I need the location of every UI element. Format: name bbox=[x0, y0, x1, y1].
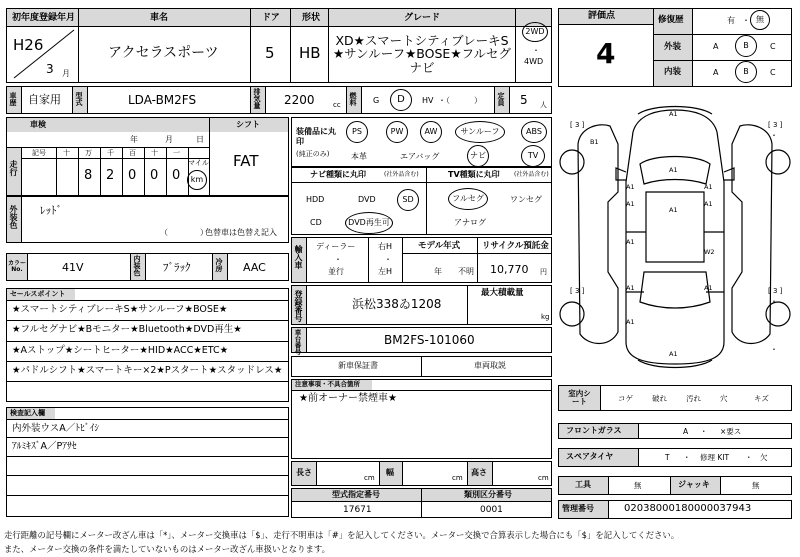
jack-value: 無 bbox=[752, 481, 760, 490]
mileage-symbol-label: 記号 bbox=[32, 149, 46, 157]
damage-mark: A1 bbox=[669, 110, 678, 118]
recycle-label: リサイクル預託金 bbox=[482, 241, 549, 251]
remarks-value: ★前オーナー禁煙車★ bbox=[299, 393, 397, 404]
max-load-kg: kg bbox=[541, 313, 550, 321]
import-left-h: 左H bbox=[378, 267, 393, 276]
navi-types-note: (社外品含む) bbox=[384, 171, 419, 178]
damage-mark: A1 bbox=[704, 200, 713, 208]
navi-cd: CD bbox=[310, 218, 322, 227]
tv-oneseg: ワンセグ bbox=[510, 195, 542, 204]
exterior-color-paren: （ ） bbox=[160, 228, 208, 237]
equip-pw: PW bbox=[386, 121, 408, 143]
exterior-color-label: 外装色 bbox=[9, 205, 18, 229]
windshield-a: A bbox=[683, 427, 689, 436]
sales-points-label: セールスポイント bbox=[10, 290, 66, 298]
import-dot: ・ bbox=[334, 255, 342, 264]
type-spec-value: 17671 bbox=[343, 505, 372, 515]
damage-mark: W2 bbox=[704, 248, 715, 256]
repair-yes: 有 bbox=[727, 16, 735, 25]
equip-navi: ナビ bbox=[467, 145, 489, 167]
damage-mark: A1 bbox=[626, 183, 635, 191]
interior-grade-label: 内装 bbox=[664, 67, 682, 77]
equip-leather: 本革 bbox=[351, 152, 367, 161]
interior-grade-a: A bbox=[713, 68, 719, 77]
management-value: 02038000180000037943 bbox=[624, 503, 752, 514]
shape-value: HB bbox=[299, 44, 321, 62]
mileage-digit: 0 bbox=[172, 168, 181, 183]
mileage-unit-label: 万 bbox=[85, 149, 92, 157]
diagram-bracket: [ 3 ] bbox=[570, 121, 585, 129]
car-outline-icon bbox=[558, 92, 792, 377]
car-name: アクセラスポーツ bbox=[108, 45, 219, 61]
import-right-h: 右H bbox=[378, 242, 393, 251]
diagram-dot: ・ bbox=[770, 345, 778, 354]
chassis-label: 車台番号 bbox=[293, 329, 302, 355]
spare-tire-dot: ・ bbox=[683, 453, 691, 462]
tv-types-note: (社外品含む) bbox=[514, 171, 549, 178]
exterior-grade-c: C bbox=[770, 42, 776, 51]
fuel-paren: ・（ ） bbox=[438, 96, 482, 105]
length-label: 長さ bbox=[296, 468, 312, 477]
color-no-label: カラーNo. bbox=[7, 259, 26, 273]
exterior-grade-label: 外装 bbox=[664, 42, 682, 52]
windshield-replace: ×要ス bbox=[720, 427, 742, 436]
cc-unit: cc bbox=[333, 101, 341, 109]
type-spec-label: 型式指定番号 bbox=[332, 490, 380, 499]
diagram-bracket: [ 3 ] bbox=[768, 287, 783, 295]
damage-mark: A1 bbox=[669, 206, 678, 214]
remarks-label: 注意事項・不具合箇所 bbox=[295, 380, 360, 388]
damage-mark: A1 bbox=[669, 350, 678, 358]
management-label: 管理番号 bbox=[562, 504, 594, 513]
displacement-value: 2200 bbox=[284, 93, 315, 107]
footer-note-line1: 走行距離の記号欄にメーター改ざん車は「*」、メーター交換車は「$」、走行不明車は「#」を記入してください。メーター交換で合算表示した場合にも「$」を記入してください。 bbox=[4, 530, 680, 540]
damage-mark: A1 bbox=[704, 284, 713, 292]
model-year-year: 年 bbox=[434, 267, 442, 276]
height-cm: cm bbox=[538, 474, 549, 482]
repair-dot: ・ bbox=[742, 16, 750, 25]
equip-tv: TV bbox=[521, 145, 545, 167]
fuel-hv: HV bbox=[422, 96, 434, 105]
mileage-digit: 2 bbox=[106, 168, 115, 183]
damage-mark: A1 bbox=[669, 166, 678, 174]
aircon-label: 冷房 bbox=[215, 258, 223, 272]
first-reg-month: 3 bbox=[46, 62, 54, 76]
footer-note-line2: また、メーター交換の条件を満たしていないものはメーター改ざん車扱いとなります。 bbox=[4, 544, 330, 554]
diagram-dot: ・ bbox=[770, 297, 778, 306]
inspection-year: 年 bbox=[130, 135, 138, 144]
spare-tire-dot: ・ bbox=[745, 453, 753, 462]
navi-sd: SD bbox=[397, 189, 419, 211]
equipment-label: 装備品に丸印 bbox=[296, 127, 336, 147]
person-unit: 人 bbox=[540, 101, 547, 109]
drive-2wd: 2WD bbox=[522, 22, 548, 42]
mileage-unit-label: 百 bbox=[129, 149, 136, 157]
equipment-sublabel: (純正のみ) bbox=[296, 150, 330, 158]
aircon-value: AAC bbox=[243, 261, 266, 274]
damage-mark: A1 bbox=[626, 200, 635, 208]
mileage-label: 走行 bbox=[9, 160, 18, 176]
exterior-color-value: ﾚｯﾄﾞ bbox=[40, 204, 62, 217]
model-value: LDA-BM2FS bbox=[128, 93, 197, 107]
model-year-unknown: 不明 bbox=[458, 267, 474, 276]
mileage-unit-label: 一 bbox=[173, 149, 180, 157]
tv-analog: アナログ bbox=[454, 218, 486, 227]
inspector-note-line: ｱﾙﾐｷｽﾞA／Pｱｻｾ bbox=[12, 441, 77, 452]
mileage-unit-label: 十 bbox=[151, 149, 158, 157]
navi-types-label: ナビ種類に丸印 bbox=[310, 170, 366, 179]
damage-mark: B1 bbox=[590, 138, 599, 146]
sales-point-line: ★スマートシティブレーキS★サンルーフ★BOSE★ bbox=[12, 304, 228, 315]
equip-sunroof: サンルーフ bbox=[455, 121, 505, 143]
remarks-block bbox=[291, 379, 552, 459]
color-no-value: 41V bbox=[62, 261, 84, 274]
width-cm: cm bbox=[452, 474, 463, 482]
tv-types-label: TV種類に丸印 bbox=[448, 170, 500, 179]
grade-label: グレード bbox=[404, 13, 441, 23]
import-parallel: 並行 bbox=[328, 267, 344, 276]
seat-condition-item: 破れ bbox=[652, 394, 667, 403]
exterior-color-note: 色替車は色替え記入 bbox=[205, 228, 277, 237]
sales-point-line: ★パドルシフト★スマートキー×2★Pスタート★スタッドレス★ bbox=[12, 365, 283, 376]
tv-fullseg: フルセグ bbox=[448, 188, 488, 210]
damage-mark: A1 bbox=[704, 183, 713, 191]
drive-dot: ・ bbox=[532, 46, 540, 55]
usage-label: 車歴 bbox=[9, 92, 17, 106]
repair-no: 無 bbox=[750, 10, 770, 30]
recycle-value: 10,770 bbox=[490, 263, 529, 276]
class-value: 0001 bbox=[480, 505, 503, 515]
first-reg-era: H26 bbox=[13, 36, 44, 54]
tools-value: 無 bbox=[634, 481, 642, 490]
windshield-label: フロントガラス bbox=[566, 426, 622, 435]
dimensions-block bbox=[291, 461, 552, 486]
spare-tire-label: スペアタイヤ bbox=[566, 452, 614, 461]
equip-ps: PS bbox=[346, 121, 368, 143]
mileage-digit: 0 bbox=[128, 168, 137, 183]
interior-color-label: 内装色 bbox=[133, 255, 141, 276]
seat-condition-item: 汚れ bbox=[686, 394, 701, 403]
tools-label: 工具 bbox=[575, 480, 591, 489]
mile-label: マイル bbox=[188, 159, 209, 167]
interior-seat-label: 室内シート bbox=[568, 389, 591, 406]
damage-mark: A1 bbox=[626, 284, 635, 292]
seat-condition-item: コゲ bbox=[618, 394, 633, 403]
damage-mark: A1 bbox=[626, 318, 635, 326]
certificate-new-car: 新車保証書 bbox=[338, 361, 378, 370]
max-load-label: 最大積載量 bbox=[481, 288, 524, 298]
exterior-grade-b: B bbox=[735, 35, 757, 57]
height-label: 高さ bbox=[471, 468, 487, 477]
recycle-yen: 円 bbox=[540, 268, 547, 276]
seat-condition-item: 穴 bbox=[720, 394, 728, 403]
drive-4wd: 4WD bbox=[524, 57, 544, 66]
doors-value: 5 bbox=[265, 44, 275, 62]
score-value: 4 bbox=[596, 37, 616, 70]
diagram-bracket: [ 3 ] bbox=[570, 287, 585, 295]
seat-condition-item: キズ bbox=[754, 394, 769, 403]
car-name-label: 車名 bbox=[150, 13, 169, 23]
length-cm: cm bbox=[364, 474, 375, 482]
spare-tire-t: T bbox=[665, 453, 670, 462]
jack-label: ジャッキ bbox=[678, 480, 710, 489]
equip-airbag: エアバッグ bbox=[400, 152, 440, 161]
fuel-g: G bbox=[373, 96, 380, 105]
spare-tire-none: 欠 bbox=[760, 453, 768, 462]
diagram-dot: ・ bbox=[770, 131, 778, 140]
shift-label: シフト bbox=[236, 120, 260, 129]
first-reg-label: 初年度登録年月 bbox=[12, 13, 76, 23]
equip-aw: AW bbox=[420, 121, 442, 143]
fuel-label: 燃料 bbox=[349, 92, 357, 106]
navi-dvd-play: DVD再生可 bbox=[345, 212, 393, 234]
mileage-digit: 8 bbox=[84, 168, 93, 183]
mileage-digit: 0 bbox=[150, 168, 159, 183]
navi-hdd: HDD bbox=[306, 195, 325, 204]
navi-dvd: DVD bbox=[358, 195, 376, 204]
capacity-value: 5 bbox=[520, 93, 528, 107]
mileage-unit-label: 千 bbox=[107, 149, 114, 157]
inspection-month: 月 bbox=[165, 135, 173, 144]
damage-mark: A1 bbox=[626, 238, 635, 246]
equip-abs: ABS bbox=[521, 121, 547, 143]
shape-label: 形状 bbox=[302, 13, 321, 23]
class-label: 類別区分番号 bbox=[464, 490, 512, 499]
import-dot: ・ bbox=[384, 255, 392, 264]
windshield-dot: ・ bbox=[700, 427, 708, 436]
km-unit: km bbox=[187, 170, 207, 190]
interior-grade-b: B bbox=[735, 61, 757, 83]
month-unit: 月 bbox=[62, 69, 70, 78]
import-dealer: ディーラー bbox=[316, 242, 356, 251]
inspection-day: 日 bbox=[196, 135, 204, 144]
certificate-manual: 車両取説 bbox=[474, 361, 506, 370]
mileage-unit-label: 十 bbox=[63, 149, 70, 157]
usage-value: 自家用 bbox=[28, 93, 61, 106]
shift-value: FAT bbox=[233, 152, 259, 170]
doors-label: ドア bbox=[262, 13, 280, 23]
width-label: 幅 bbox=[386, 468, 394, 477]
inspector-notes-label: 検査記入欄 bbox=[10, 409, 45, 417]
model-label: 型式 bbox=[75, 92, 83, 106]
import-label: 輸入車 bbox=[294, 245, 303, 269]
inspector-note-line: 内外装ウスA／ﾄﾋﾞｲｼ bbox=[12, 423, 99, 434]
displacement-label: 排気量 bbox=[253, 88, 261, 109]
grade-value: XD★スマートシティブレーキS★サンルーフ★BOSE★フルセグナビ bbox=[332, 33, 512, 75]
diagram-bracket: [ 3 ] bbox=[768, 121, 783, 129]
sales-point-line: ★フルセグナビ★Bモニター★Bluetooth★DVD再生★ bbox=[12, 324, 242, 335]
registration-plate: 浜松338ゐ1208 bbox=[352, 297, 442, 311]
registration-label: 登録番号 bbox=[294, 290, 303, 322]
capacity-label: 定員 bbox=[497, 92, 505, 106]
fuel-d: D bbox=[390, 89, 412, 111]
chassis-value: BM2FS-101060 bbox=[384, 333, 475, 347]
spare-tire-kit: 修理 KIT bbox=[700, 453, 730, 462]
inspection-label: 車検 bbox=[30, 120, 46, 129]
car-damage-diagram bbox=[558, 92, 792, 377]
repair-label: 修復歴 bbox=[658, 15, 684, 25]
interior-color-value: ﾌﾞﾗｯｸ bbox=[163, 261, 191, 274]
model-year-label: モデル年式 bbox=[418, 241, 461, 251]
exterior-grade-a: A bbox=[713, 42, 719, 51]
interior-grade-c: C bbox=[770, 68, 776, 77]
score-label: 評価点 bbox=[588, 11, 616, 21]
sales-point-line: ★Aストップ★シートヒーター★HID★ACC★ETC★ bbox=[12, 345, 229, 356]
